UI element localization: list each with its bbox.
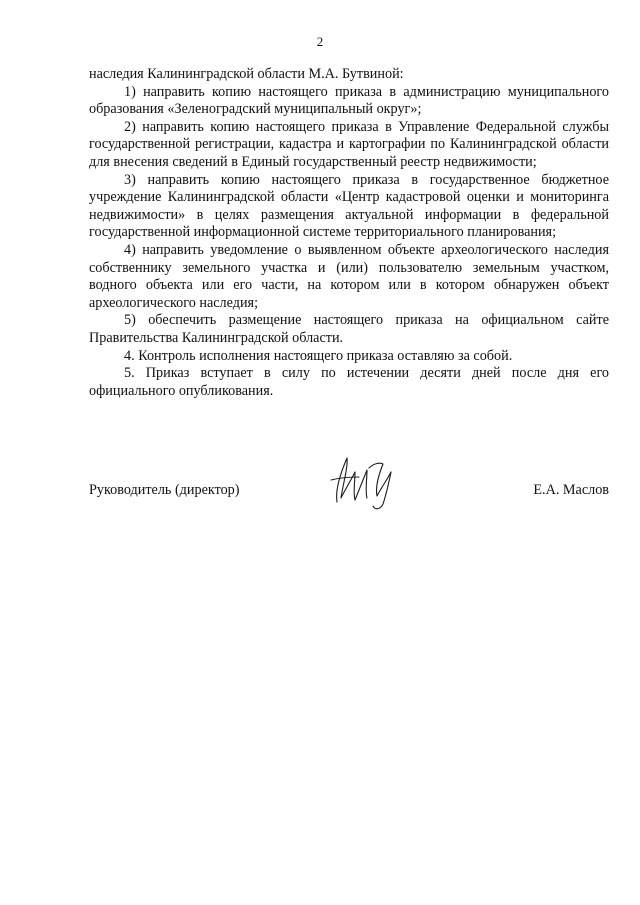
paragraph-item-1: 1) направить копию настоящего приказа в администрацию муниципального образования «Зеленоградский муниципальный округ»; bbox=[89, 83, 609, 118]
paragraph-effective: 5. Приказ вступает в силу по истечении десяти дней после дня его официального опубликования. bbox=[89, 365, 609, 399]
page-number: 2 bbox=[316, 34, 324, 49]
document-body bbox=[89, 66, 609, 400]
paragraph-item-5: 5) обеспечить размещение настоящего приказа на официальном сайте Правительства Калининградской области. bbox=[89, 312, 609, 346]
signatory-name: Е.А. Маслов bbox=[533, 482, 609, 498]
paragraph-control: 4. Контроль исполнения настоящего приказа оставляю за собой. bbox=[124, 347, 513, 364]
paragraph-continuation: наследия Калининградской области М.А. Бутвиной: bbox=[89, 66, 404, 82]
paragraph-item-2: 2) направить копию настоящего приказа в Управление Федеральной службы государственной регистрации, кадастра и картографии по Калининградской области для внесения сведений в Единый государственный реестр недвижимости; bbox=[89, 118, 609, 170]
signatory-title: Руководитель (директор) bbox=[89, 482, 240, 498]
paragraph-item-3: 3) направить копию настоящего приказа в государственное бюджетное учреждение Калининградской области «Центр кадастровой оценки и мониторинга недвижимости» в целях размещения актуальной информации в федеральной государственной информационной системе территориального планирования; bbox=[89, 171, 609, 241]
handwritten-signature-icon bbox=[325, 450, 405, 512]
paragraph-item-4: 4) направить уведомление о выявленном объекте археологического наследия собственнику земельного участка и (или) пользователю земельным участком, водного объекта или его части, на котором или в котором обнаружен объект археологического наследия; bbox=[89, 241, 609, 311]
